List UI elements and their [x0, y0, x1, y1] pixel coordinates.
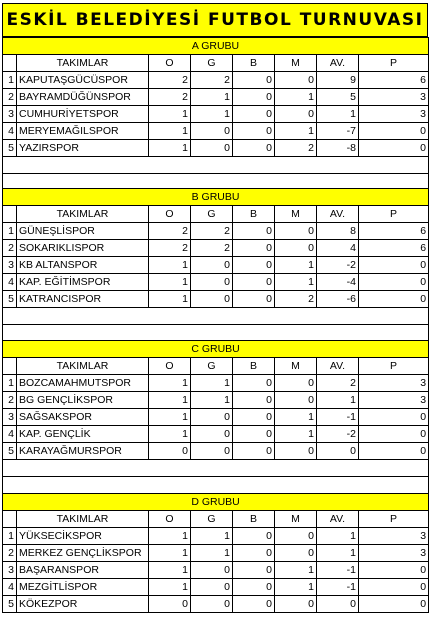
stat-cell: 1 — [149, 274, 191, 291]
stat-cell: -4 — [317, 274, 359, 291]
stat-cell: 1 — [317, 528, 359, 545]
empty-cell — [233, 325, 275, 342]
empty-cell — [317, 477, 359, 494]
rank-cell: 5 — [3, 443, 17, 460]
empty-cell — [17, 477, 149, 494]
table-row — [3, 106, 429, 123]
column-header: G — [191, 55, 233, 72]
empty-cell — [17, 157, 149, 174]
column-header: TAKIMLAR — [17, 358, 149, 375]
empty-cell — [149, 157, 191, 174]
standings-table — [2, 188, 429, 342]
table-row — [3, 89, 429, 106]
stat-cell: 1 — [149, 106, 191, 123]
stat-cell: 0 — [359, 291, 429, 308]
stat-cell: 1 — [191, 545, 233, 562]
table-row — [3, 274, 429, 291]
stat-cell: 1 — [191, 375, 233, 392]
empty-cell — [3, 308, 17, 325]
column-header: O — [149, 55, 191, 72]
stat-cell: 0 — [275, 528, 317, 545]
stat-cell: 2 — [317, 375, 359, 392]
empty-cell — [359, 157, 429, 174]
table-row — [3, 392, 429, 409]
table-row — [3, 240, 429, 257]
stat-cell: 0 — [275, 443, 317, 460]
stat-cell: -8 — [317, 140, 359, 157]
stat-cell: -2 — [317, 257, 359, 274]
stat-cell: 3 — [359, 89, 429, 106]
stat-cell: 1 — [149, 562, 191, 579]
stat-cell: 0 — [233, 257, 275, 274]
table-row — [3, 72, 429, 89]
column-header: P — [359, 206, 429, 223]
empty-cell — [191, 325, 233, 342]
team-name-cell: MEZGİTLİSPOR — [17, 579, 149, 596]
empty-cell — [275, 460, 317, 477]
stat-cell: 1 — [275, 123, 317, 140]
empty-cell — [233, 460, 275, 477]
stat-cell: 0 — [275, 223, 317, 240]
empty-cell — [3, 55, 17, 72]
group-c — [2, 340, 428, 494]
empty-cell — [17, 308, 149, 325]
stat-cell: 0 — [191, 257, 233, 274]
stat-cell: 1 — [317, 106, 359, 123]
empty-cell — [275, 325, 317, 342]
stat-cell: 0 — [317, 443, 359, 460]
standings-table — [2, 493, 429, 613]
stat-cell: 1 — [149, 545, 191, 562]
stat-cell: 0 — [191, 562, 233, 579]
stat-cell: 1 — [149, 375, 191, 392]
stat-cell: 1 — [191, 106, 233, 123]
stat-cell: 3 — [359, 106, 429, 123]
team-name-cell: BG GENÇLİKSPOR — [17, 392, 149, 409]
stat-cell: 1 — [149, 257, 191, 274]
empty-cell — [191, 477, 233, 494]
stat-cell: 0 — [233, 72, 275, 89]
rank-cell: 2 — [3, 240, 17, 257]
team-name-cell: KARAYAĞMURSPOR — [17, 443, 149, 460]
empty-row — [3, 477, 429, 494]
stat-cell: 0 — [191, 443, 233, 460]
column-header: M — [275, 511, 317, 528]
empty-row — [3, 460, 429, 477]
table-row — [3, 426, 429, 443]
team-name-cell: KAP. GENÇLİK — [17, 426, 149, 443]
column-header: TAKIMLAR — [17, 511, 149, 528]
stat-cell: 0 — [149, 443, 191, 460]
rank-cell: 4 — [3, 579, 17, 596]
stat-cell: 0 — [191, 596, 233, 613]
stat-cell: 0 — [191, 579, 233, 596]
column-header: B — [233, 358, 275, 375]
team-name-cell: SAĞSAKSPOR — [17, 409, 149, 426]
stat-cell: 1 — [275, 89, 317, 106]
empty-cell — [191, 308, 233, 325]
stat-cell: 0 — [191, 140, 233, 157]
column-header: P — [359, 511, 429, 528]
stat-cell: 1 — [275, 562, 317, 579]
column-header: G — [191, 511, 233, 528]
stat-cell: -6 — [317, 291, 359, 308]
group-a — [2, 37, 428, 191]
stat-cell: 0 — [275, 596, 317, 613]
empty-cell — [317, 308, 359, 325]
stat-cell: 0 — [149, 596, 191, 613]
column-header: G — [191, 206, 233, 223]
stat-cell: 4 — [317, 240, 359, 257]
empty-cell — [359, 308, 429, 325]
column-header: M — [275, 206, 317, 223]
stat-cell: 0 — [359, 579, 429, 596]
empty-cell — [149, 477, 191, 494]
stat-cell: -7 — [317, 123, 359, 140]
stat-cell: 0 — [233, 375, 275, 392]
stat-cell: 1 — [149, 409, 191, 426]
rank-cell: 2 — [3, 392, 17, 409]
stat-cell: 2 — [191, 240, 233, 257]
column-header: AV. — [317, 206, 359, 223]
empty-cell — [359, 460, 429, 477]
stat-cell: 1 — [275, 257, 317, 274]
stat-cell: 0 — [233, 140, 275, 157]
table-row — [3, 140, 429, 157]
rank-cell: 1 — [3, 375, 17, 392]
table-row — [3, 123, 429, 140]
team-name-cell: GÜNEŞLİSPOR — [17, 223, 149, 240]
empty-cell — [191, 157, 233, 174]
column-header: M — [275, 358, 317, 375]
stat-cell: 1 — [149, 579, 191, 596]
stat-cell: -2 — [317, 426, 359, 443]
table-row — [3, 562, 429, 579]
stat-cell: 0 — [233, 106, 275, 123]
team-name-cell: MERKEZ GENÇLİKSPOR — [17, 545, 149, 562]
empty-cell — [233, 477, 275, 494]
stat-cell: 1 — [275, 409, 317, 426]
stat-cell: 2 — [191, 223, 233, 240]
empty-cell — [233, 157, 275, 174]
stat-cell: 2 — [149, 89, 191, 106]
table-row — [3, 223, 429, 240]
team-name-cell: BAŞARANSPOR — [17, 562, 149, 579]
table-row — [3, 409, 429, 426]
stat-cell: 1 — [149, 426, 191, 443]
stat-cell: 0 — [359, 140, 429, 157]
empty-cell — [3, 477, 17, 494]
stat-cell: 1 — [149, 528, 191, 545]
team-name-cell: KATRANCISPOR — [17, 291, 149, 308]
standings-table — [2, 340, 429, 494]
stat-cell: 0 — [233, 291, 275, 308]
rank-cell: 5 — [3, 596, 17, 613]
empty-cell — [149, 460, 191, 477]
stat-cell: 2 — [149, 72, 191, 89]
column-header: B — [233, 511, 275, 528]
stat-cell: 0 — [233, 240, 275, 257]
column-header: G — [191, 358, 233, 375]
team-name-cell: MERYEMAĞILSPOR — [17, 123, 149, 140]
column-header: AV. — [317, 55, 359, 72]
column-header: P — [359, 55, 429, 72]
stat-cell: 0 — [275, 240, 317, 257]
rank-cell: 1 — [3, 72, 17, 89]
team-name-cell: KAP. EĞİTİMSPOR — [17, 274, 149, 291]
stat-cell: 2 — [149, 240, 191, 257]
stat-cell: 2 — [275, 291, 317, 308]
rank-cell: 4 — [3, 274, 17, 291]
rank-cell: 3 — [3, 409, 17, 426]
column-header: O — [149, 358, 191, 375]
empty-cell — [3, 511, 17, 528]
column-header: TAKIMLAR — [17, 206, 149, 223]
table-row — [3, 291, 429, 308]
stat-cell: 0 — [359, 409, 429, 426]
stat-cell: -1 — [317, 409, 359, 426]
stat-cell: 0 — [275, 106, 317, 123]
group-header: D GRUBU — [3, 494, 429, 511]
group-d — [2, 493, 428, 613]
stat-cell: 0 — [233, 123, 275, 140]
empty-cell — [3, 358, 17, 375]
stat-cell: 0 — [275, 375, 317, 392]
stat-cell: 0 — [359, 123, 429, 140]
stat-cell: 1 — [317, 545, 359, 562]
stat-cell: 0 — [275, 545, 317, 562]
stat-cell: 0 — [359, 562, 429, 579]
stat-cell: 6 — [359, 223, 429, 240]
rank-cell: 1 — [3, 528, 17, 545]
tournament-title: ESKİL BELEDİYESİ FUTBOL TURNUVASI — [2, 3, 428, 37]
team-name-cell: YAZIRSPOR — [17, 140, 149, 157]
empty-cell — [317, 460, 359, 477]
empty-cell — [317, 157, 359, 174]
empty-row — [3, 308, 429, 325]
column-header: B — [233, 206, 275, 223]
team-name-cell: KÖKEZPOR — [17, 596, 149, 613]
rank-cell: 5 — [3, 291, 17, 308]
stat-cell: 1 — [149, 291, 191, 308]
stat-cell: 0 — [191, 409, 233, 426]
empty-cell — [275, 308, 317, 325]
stat-cell: 0 — [191, 426, 233, 443]
stat-cell: 6 — [359, 72, 429, 89]
team-name-cell: CUMHURİYETSPOR — [17, 106, 149, 123]
empty-cell — [17, 460, 149, 477]
stat-cell: 2 — [275, 140, 317, 157]
rank-cell: 5 — [3, 140, 17, 157]
stat-cell: 0 — [233, 409, 275, 426]
stat-cell: 6 — [359, 240, 429, 257]
stat-cell: 3 — [359, 545, 429, 562]
stat-cell: -1 — [317, 562, 359, 579]
table-row — [3, 545, 429, 562]
rank-cell: 2 — [3, 545, 17, 562]
stat-cell: 8 — [317, 223, 359, 240]
stat-cell: 3 — [359, 528, 429, 545]
rank-cell: 4 — [3, 426, 17, 443]
empty-cell — [359, 325, 429, 342]
stat-cell: 0 — [191, 291, 233, 308]
stat-cell: 1 — [149, 392, 191, 409]
stat-cell: 1 — [275, 274, 317, 291]
stat-cell: 5 — [317, 89, 359, 106]
stat-cell: 0 — [317, 596, 359, 613]
column-header: O — [149, 206, 191, 223]
team-name-cell: BOZCAMAHMUTSPOR — [17, 375, 149, 392]
column-header: P — [359, 358, 429, 375]
stat-cell: 0 — [275, 392, 317, 409]
empty-cell — [3, 325, 17, 342]
column-header: M — [275, 55, 317, 72]
empty-cell — [3, 460, 17, 477]
group-header: B GRUBU — [3, 189, 429, 206]
column-header: AV. — [317, 358, 359, 375]
stat-cell: 0 — [233, 596, 275, 613]
empty-row — [3, 325, 429, 342]
stat-cell: 0 — [359, 596, 429, 613]
stat-cell: 0 — [233, 528, 275, 545]
column-header: O — [149, 511, 191, 528]
table-row — [3, 528, 429, 545]
team-name-cell: SOKARIKLISPOR — [17, 240, 149, 257]
stat-cell: 0 — [275, 72, 317, 89]
stat-cell: 3 — [359, 375, 429, 392]
stat-cell: 0 — [191, 274, 233, 291]
stat-cell: 1 — [191, 392, 233, 409]
column-header: TAKIMLAR — [17, 55, 149, 72]
rank-cell: 3 — [3, 257, 17, 274]
stat-cell: 0 — [233, 562, 275, 579]
table-row — [3, 596, 429, 613]
group-header: A GRUBU — [3, 38, 429, 55]
table-row — [3, 257, 429, 274]
empty-cell — [191, 460, 233, 477]
stat-cell: 0 — [359, 274, 429, 291]
empty-cell — [317, 325, 359, 342]
stat-cell: 1 — [275, 579, 317, 596]
table-row — [3, 375, 429, 392]
team-name-cell: YÜKSECİKSPOR — [17, 528, 149, 545]
stat-cell: 0 — [191, 123, 233, 140]
stat-cell: 0 — [233, 274, 275, 291]
rank-cell: 3 — [3, 106, 17, 123]
empty-cell — [17, 325, 149, 342]
table-row — [3, 579, 429, 596]
empty-cell — [275, 477, 317, 494]
stat-cell: 1 — [149, 140, 191, 157]
stat-cell: 2 — [149, 223, 191, 240]
stat-cell: 0 — [233, 426, 275, 443]
empty-cell — [233, 308, 275, 325]
stat-cell: 1 — [317, 392, 359, 409]
rank-cell: 2 — [3, 89, 17, 106]
empty-cell — [359, 477, 429, 494]
stat-cell: 0 — [233, 443, 275, 460]
stat-cell: 2 — [191, 72, 233, 89]
empty-cell — [149, 325, 191, 342]
stat-cell: 0 — [233, 579, 275, 596]
stat-cell: 1 — [191, 528, 233, 545]
empty-cell — [3, 206, 17, 223]
rank-cell: 1 — [3, 223, 17, 240]
stat-cell: 0 — [359, 257, 429, 274]
stat-cell: 0 — [233, 223, 275, 240]
table-row — [3, 443, 429, 460]
stat-cell: 0 — [233, 89, 275, 106]
stat-cell: 3 — [359, 392, 429, 409]
stat-cell: 9 — [317, 72, 359, 89]
stat-cell: 0 — [233, 392, 275, 409]
rank-cell: 3 — [3, 562, 17, 579]
team-name-cell: BAYRAMDÜĞÜNSPOR — [17, 89, 149, 106]
empty-row — [3, 157, 429, 174]
stat-cell: 0 — [359, 443, 429, 460]
rank-cell: 4 — [3, 123, 17, 140]
stat-cell: 1 — [149, 123, 191, 140]
team-name-cell: KB ALTANSPOR — [17, 257, 149, 274]
team-name-cell: KAPUTAŞGÜCÜSPOR — [17, 72, 149, 89]
stat-cell: 0 — [359, 426, 429, 443]
stat-cell: 0 — [233, 545, 275, 562]
empty-cell — [149, 308, 191, 325]
empty-cell — [275, 157, 317, 174]
column-header: B — [233, 55, 275, 72]
column-header: AV. — [317, 511, 359, 528]
stat-cell: 1 — [275, 426, 317, 443]
stat-cell: 1 — [191, 89, 233, 106]
empty-cell — [3, 157, 17, 174]
group-header: C GRUBU — [3, 341, 429, 358]
group-b — [2, 188, 428, 342]
stat-cell: -1 — [317, 579, 359, 596]
standings-table — [2, 37, 429, 191]
